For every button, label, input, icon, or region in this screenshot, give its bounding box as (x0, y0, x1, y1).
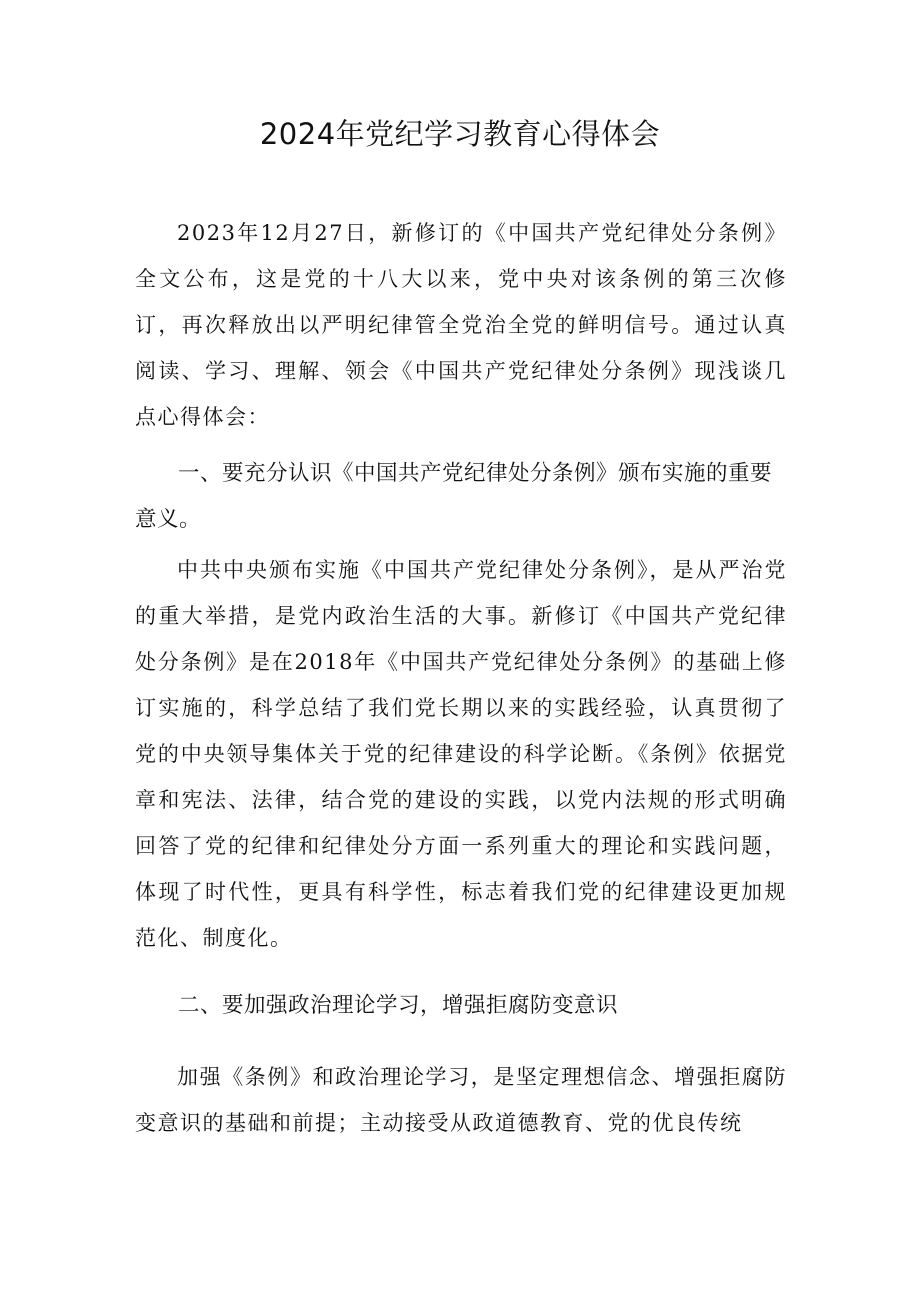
section-heading-1: 一、要充分认识《中国共产党纪律处分条例》颁布实施的重要意义。 (135, 461, 773, 532)
section-heading-2: 二、要加强政治理论学习，增强拒腐防变意识 (178, 993, 619, 1018)
paragraph-section-2: 加强《条例》和政治理论学习，是坚定理想信念、增强拒腐防变意识的基础和前提；主动接受从政道德教育、党的优良传统 (135, 1065, 787, 1135)
document-title: 2024年党纪学习教育心得体会 (259, 117, 661, 151)
paragraph-intro: 2023年12月27日，新修订的《中国共产党纪律处分条例》全文公布，这是党的十八大以来，党中央对该条例的第三次修订，再次释放出以严明纪律管全党治全党的鲜明信号。通过认真阅读、学习、理解、领会《中国共产党纪律处分条例》现浅谈几点心得体会： (135, 221, 787, 429)
paragraph-section-1: 中共中央颁布实施《中国共产党纪律处分条例》，是从严治党的重大举措，是党内政治生活的大事。新修订《中国共产党纪律处分条例》是在2018年《中国共产党纪律处分条例》的基础上修订实施的，科学总结了我们党长期以来的实践经验，认真贯彻了党的中央领导集体关于党的纪律建设的科学论断。《条例》依据党章和宪法、法律，结合党的建设的实践，以党内法规的形式明确回答了党的纪律和纪律处分方面一系列重大的理论和实践问题，体现了时代性，更具有科学性，标志着我们党的纪律建设更加规范化、制度化。 (135, 558, 787, 950)
